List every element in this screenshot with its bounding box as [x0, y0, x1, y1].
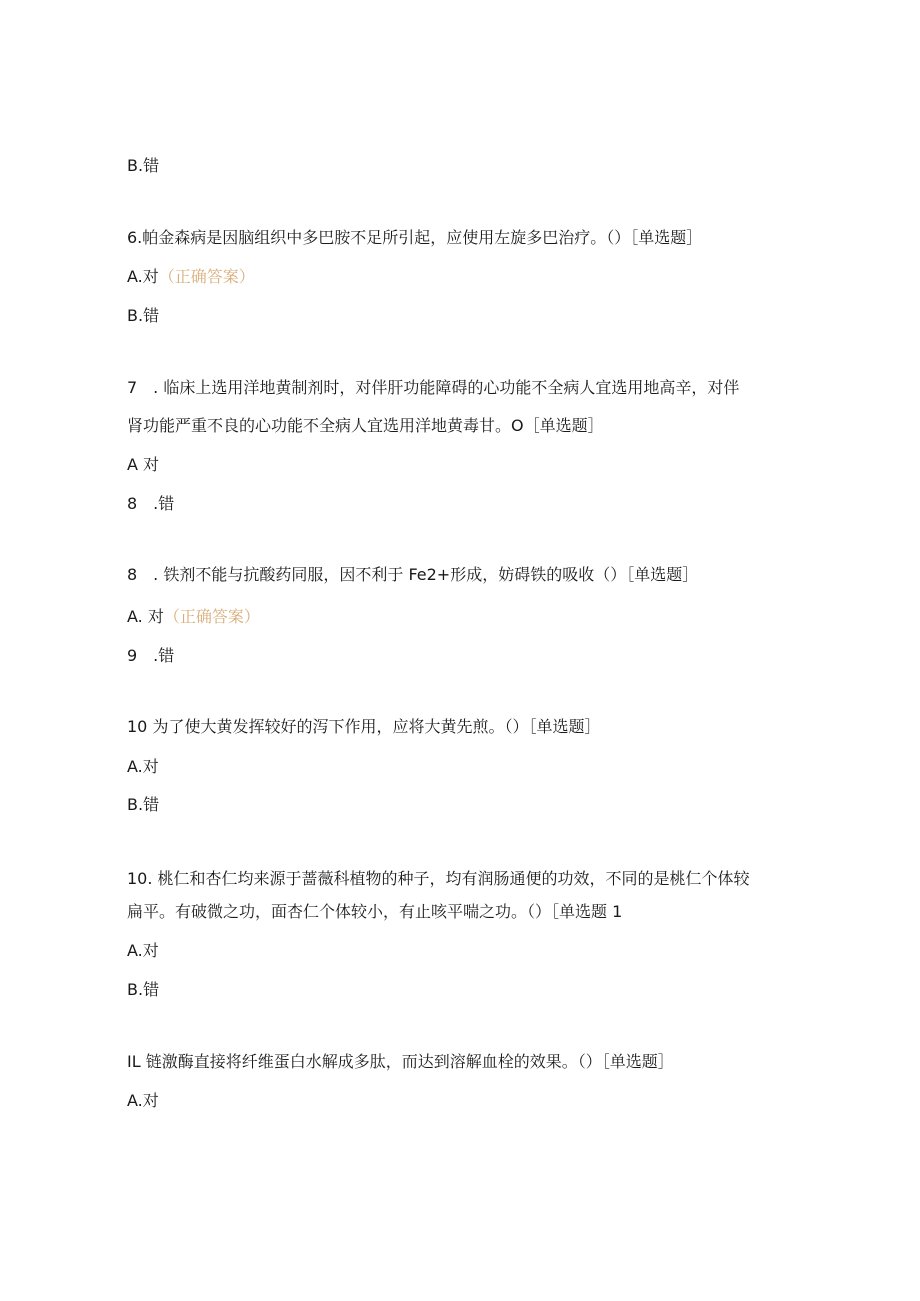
option-b-q10a [127, 795, 159, 815]
option-text: A.对 [127, 1091, 159, 1110]
option-a-q7 [127, 455, 159, 475]
option-text: A. 对 [127, 607, 164, 626]
correct-answer-mark: （正确答案） [158, 267, 255, 286]
option-a-q10a [127, 757, 159, 777]
option-b-q10b [127, 980, 159, 1000]
question-6 [127, 228, 702, 248]
question-8 [127, 565, 698, 585]
option-b-q7 [127, 494, 174, 514]
question-text: 10 为了使大黄发挥较好的泻下作用，应将大黄先煎。（）［单选题］ [127, 717, 601, 736]
option-b-q6 [127, 306, 159, 326]
question-10b-line-2 [127, 902, 622, 922]
question-text: 肾功能严重不良的心功能不全病人宜选用洋地黄毒甘。O［单选题］ [127, 416, 604, 435]
option-a-q10b [127, 941, 159, 961]
option-text: A.对 [127, 941, 159, 960]
option-text: B.错 [127, 795, 160, 814]
option-b-q8 [127, 646, 174, 666]
option-b-q5 [127, 156, 159, 176]
option-text: 8 .错 [127, 494, 175, 513]
correct-answer-mark: （正确答案） [163, 607, 260, 626]
option-a-q11 [127, 1091, 159, 1111]
option-text: B.错 [127, 980, 160, 999]
option-a-q6 [127, 267, 255, 287]
question-text: 10. 桃仁和杏仁均来源于蔷薇科植物的种子，均有润肠通便的功效，不同的是桃仁个体较 [127, 869, 750, 888]
option-text: A 对 [127, 455, 160, 474]
question-text: 6.帕金森病是因脑组织中多巴胺不足所引起，应使用左旋多巴治疗。（）［单选题］ [127, 228, 703, 247]
option-text: A.对 [127, 757, 159, 776]
question-10b-line-1 [127, 869, 750, 889]
option-text: B.错 [127, 156, 160, 175]
question-7-line-2 [127, 416, 604, 436]
question-text: 8 . 铁剂不能与抗酸药同服，因不利于 Fe2+形成，妨碍铁的吸收（）［单选题］ [127, 565, 699, 584]
question-text: 扁平。有破微之功，面杏仁个体较小，有止咳平喘之功。（）［单选题 1 [127, 902, 623, 921]
question-7-line-1 [127, 378, 739, 398]
question-10a [127, 717, 600, 737]
question-11 [127, 1052, 674, 1072]
option-text: A.对 [127, 267, 159, 286]
question-text: IL 链激酶直接将纤维蛋白水解成多肽，而达到溶解血栓的效果。（）［单选题］ [127, 1052, 674, 1071]
option-a-q8 [127, 607, 260, 627]
option-text: B.错 [127, 306, 160, 325]
option-text: 9 .错 [127, 646, 175, 665]
question-text: 7 . 临床上选用洋地黄制剂时，对伴肝功能障碍的心功能不全病人宜选用地高辛，对伴 [127, 378, 740, 397]
